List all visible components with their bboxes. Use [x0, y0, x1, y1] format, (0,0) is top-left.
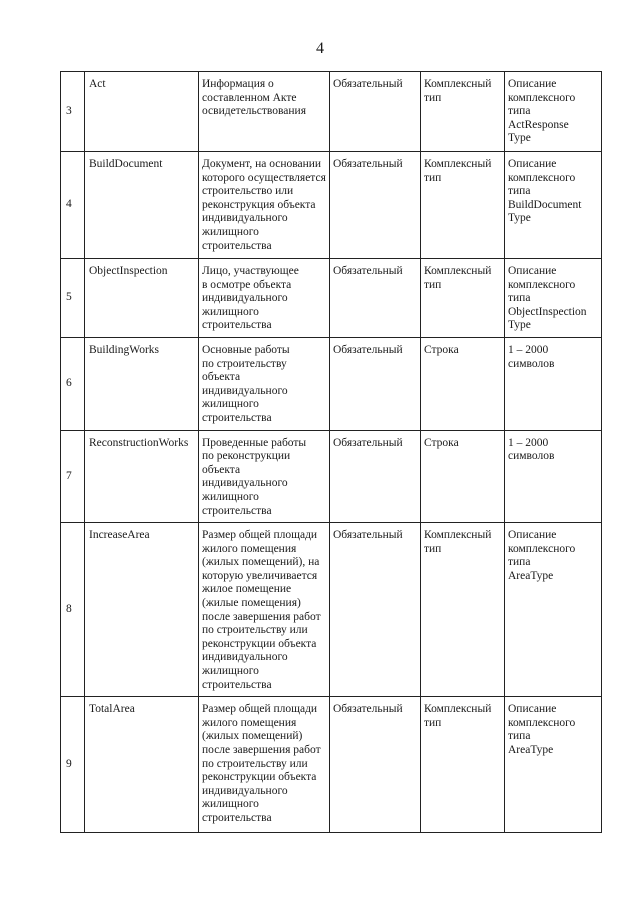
element-name: ReconstructionWorks — [85, 430, 199, 523]
element-type: Строка — [421, 337, 505, 430]
required-flag: Обязательный — [330, 430, 421, 523]
row-number: 9 — [61, 697, 85, 833]
table-row — [61, 697, 602, 833]
type-description: 1 – 2000 символов — [505, 430, 602, 523]
element-type: Комплексный тип — [421, 523, 505, 697]
required-flag: Обязательный — [330, 152, 421, 259]
type-description: Описание комплексного типа ActResponse Type — [505, 72, 602, 152]
type-description: 1 – 2000 символов — [505, 337, 602, 430]
element-name: BuildDocument — [85, 152, 199, 259]
table-row — [61, 152, 602, 259]
table-row — [61, 430, 602, 523]
type-description: Описание комплексного типа AreaType — [505, 697, 602, 833]
element-type: Комплексный тип — [421, 697, 505, 833]
table-row — [61, 72, 602, 152]
element-type: Комплексный тип — [421, 152, 505, 259]
row-number: 5 — [61, 259, 85, 338]
element-description: Документ, на основании которого осуществляется строительство или реконструкция объекта индивидуального жилищного строительства — [199, 152, 330, 259]
specification-table — [60, 71, 602, 833]
row-number: 7 — [61, 430, 85, 523]
element-type: Комплексный тип — [421, 72, 505, 152]
element-type: Строка — [421, 430, 505, 523]
type-description: Описание комплексного типа BuildDocument Type — [505, 152, 602, 259]
table-row — [61, 523, 602, 697]
element-description: Проведенные работы по реконструкции объекта индивидуального жилищного строительства — [199, 430, 330, 523]
type-description: Описание комплексного типа ObjectInspection Type — [505, 259, 602, 338]
element-description: Размер общей площади жилого помещения (жилых помещений) после завершения работ по строительству или реконструкции объекта индивидуального жилищного строительства — [199, 697, 330, 833]
row-number: 8 — [61, 523, 85, 697]
element-name: TotalArea — [85, 697, 199, 833]
element-name: BuildingWorks — [85, 337, 199, 430]
page-number: 4 — [316, 40, 324, 57]
element-description: Информация о составленном Акте освидетельствования — [199, 72, 330, 152]
required-flag: Обязательный — [330, 337, 421, 430]
element-description: Основные работы по строительству объекта индивидуального жилищного строительства — [199, 337, 330, 430]
element-type: Комплексный тип — [421, 259, 505, 338]
required-flag: Обязательный — [330, 523, 421, 697]
element-name: ObjectInspection — [85, 259, 199, 338]
element-name: IncreaseArea — [85, 523, 199, 697]
type-description: Описание комплексного типа AreaType — [505, 523, 602, 697]
element-description: Размер общей площади жилого помещения (жилых помещений), на которую увеличивается жилое помещение (жилые помещения) после завершения работ по строительству или реконструкции объекта индивидуального жилищного строительства — [199, 523, 330, 697]
table-row — [61, 337, 602, 430]
element-name: Act — [85, 72, 199, 152]
element-description: Лицо, участвующее в осмотре объекта индивидуального жилищного строительства — [199, 259, 330, 338]
required-flag: Обязательный — [330, 697, 421, 833]
required-flag: Обязательный — [330, 72, 421, 152]
required-flag: Обязательный — [330, 259, 421, 338]
row-number: 3 — [61, 72, 85, 152]
row-number: 6 — [61, 337, 85, 430]
table-row — [61, 259, 602, 338]
row-number: 4 — [61, 152, 85, 259]
